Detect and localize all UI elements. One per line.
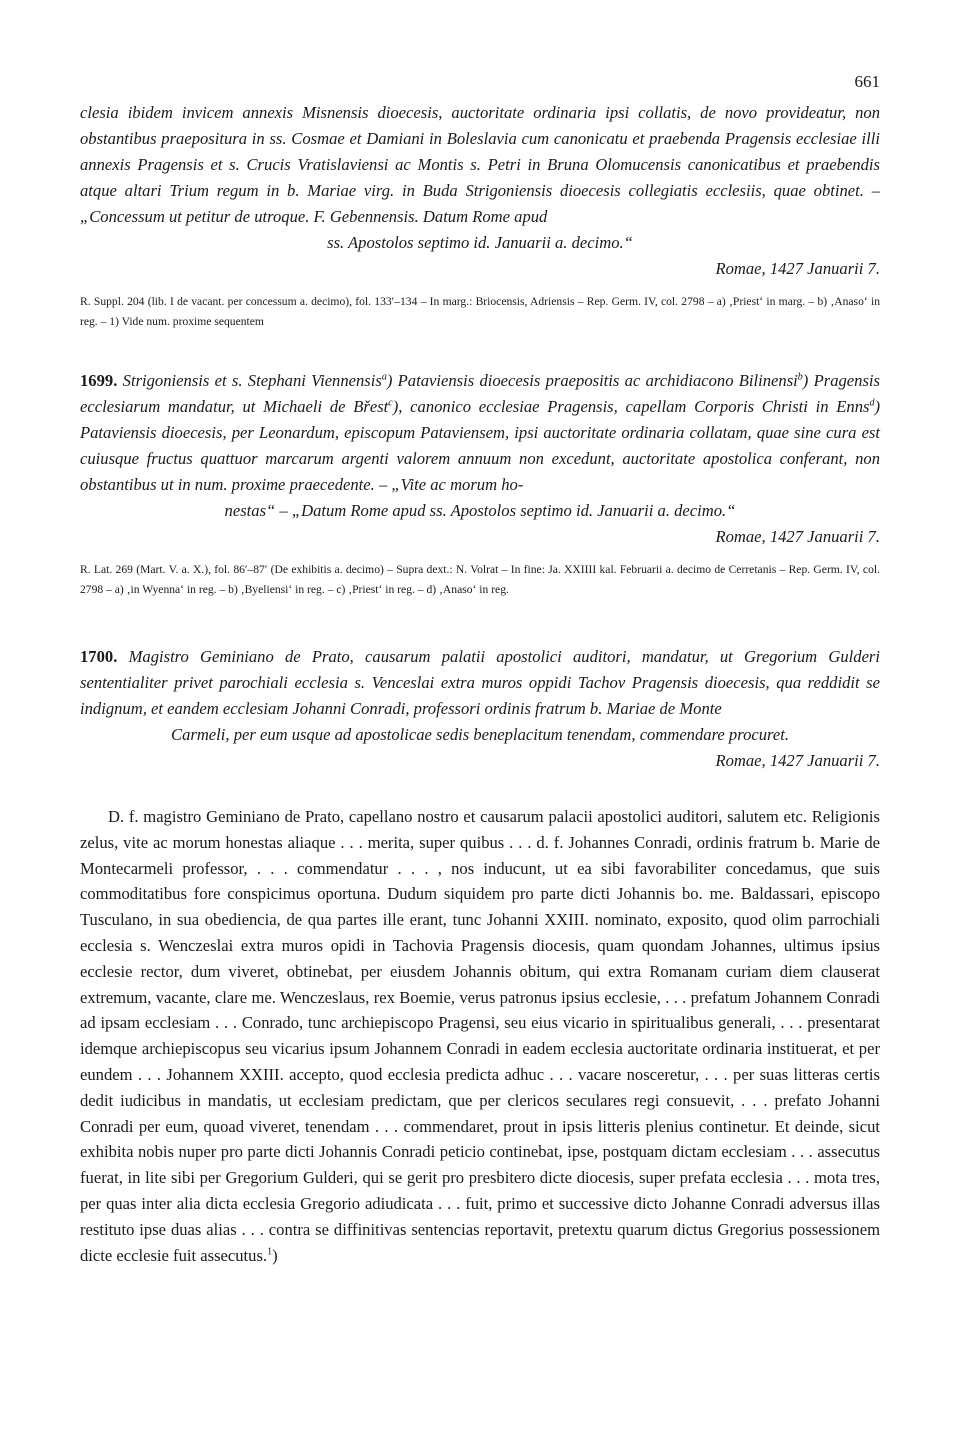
entry-1699-last-line: nestas“ – „Datum Rome apud ss. Apostolos septimo id. Januarii a. decimo.“ [224, 501, 736, 520]
entry-1700-body-end: ) [272, 1245, 278, 1265]
entry-1699 [80, 368, 880, 600]
entry-1700-body-text: D. f. magistro Geminiano de Prato, capellano nostro et causarum palacii apostolici auditori, salutem etc. Religionis zelus, vite ac morum honestas aliaque . . . merita, super quibus . . . d. f. Johannes Conradi, ordinis fratrum b. Marie de Montecarmeli professor, . . . commendatur . . . , nos inducunt, ut ea sibi favorabiliter concedamus, que suis commoditatibus fore conspicimus oportuna. Dudum siquidem pro parte dicti Johannis bo. me. Baldassari, episcopo Tusculano, in sua obediencia, de qua partes ille erant, tunc Johanni XXIII. nominato, exposito, quod olim parrochiali ecclesia s. Wenczeslai extra muros opidi in Tachovia Pragensis diocesis, quam quondam Johannes, ultimus ipsius ecclesie rector, dum viveret, obtinebat, per eiusdem Johannis obitum, qui extra Romanam curiam diem clauserat extremum, vacante, clare me. Wenczeslaus, rex Boemie, verus patronus ipsius ecclesie, . . . prefatum Johannem Conradi ad ipsam ecclesiam . . . Conrado, tunc archiepiscopo Pragensi, seu eius vicario in spiritualibus generali, . . . presentarat idemque archiepiscopus seu vicarius ipsum Johannem Conradi in eadem ecclesia auctoritate ordinaria instituerat, et per eundem . . . Johannem XXIII. accepto, quod ecclesia predicta adhuc . . . vacare nosceretur, . . . per suas litteras certis dedit iudicibus in mandatis, ut ecclesiam predictam, que per clericos seculares regi consuevit, . . . prefato Johanni Conradi per eum, quoad viveret, tenendam . . . commendaret, prout in ipsis litteris plenius continetur. Et deinde, sicut exhibita nobis nuper pro parte dicti Johannis Conradi peticio continebat, ipse, postquam dictam ecclesiam . . . assecutus fuerat, in lite sibi per Gregorium Gulderi, qui se gerit pro presbitero dicte diocesis, super prefata ecclesia . . . mota tres, per quas inter alia dicta ecclesia Gregorio adiudicata . . . fuit, primo et successive dicto Johanne Conradi adversus illas restituto ipse duas alias . . . contra se diffinitivas sentencias reportavit, pretextu quarum dictus Gregorius possessionem dicte ecclesie fuit assecutus. [80, 807, 880, 1265]
prev-entry-place-date: Romae, 1427 Januarii 7. [715, 259, 880, 278]
entry-1700-body [80, 804, 880, 1268]
page-number: 661 [854, 72, 880, 91]
footnote-mark-1: 1 [267, 1246, 273, 1258]
prev-entry-regest: clesia ibidem invicem annexis Misnensis dioecesis, auctoritate ordinaria ipsi collatis, de novo provideatur, non obstantibus praepositura in ss. Cosmae et Damiani in Boleslavia cum canonicatu et praebenda Pragensis ecclesiae illi annexis Pragensis et s. Crucis Vratislaviensi ac Montis s. Petri in Bruna Olomucensis canonicatibus et praebendis atque altari Trium regum in b. Mariae virg. in Buda Strigoniensis dioecesis collegiatis ecclesiis, quae obtinet. – „Concessum ut petitur de utroque. F. Gebennensis. Datum Rome apud [80, 103, 880, 226]
entry-1699-text-3: ) Pragensis ecclesiarum mandatur, ut Michaeli de Břest [80, 371, 880, 416]
footnote-mark-b: b [797, 371, 803, 383]
entry-1699-notes: R. Lat. 269 (Mart. V. a. X.), fol. 86′–87′ (De exhibitis a. decimo) – Supra dext.: N. Volrat – In fine: Ja. XXIIII kal. Februarii a. decimo de Cerretanis – Rep. Germ. IV, col. 2798 – a) ‚in Wyenna‘ in reg. – b) ‚Byeliensi‘ in reg. – c) ‚Priest‘ in reg. – d) ‚Anaso‘ in reg. [80, 563, 880, 596]
entry-1700-number: 1700. [80, 647, 118, 666]
entry-1699-text-2: ) Pataviensis dioecesis praepositis ac archidiacono Bilinensi [386, 371, 798, 390]
footnote-mark-d: d [869, 397, 875, 409]
entry-1699-text-1: Strigoniensis et s. Stephani Viennensis [122, 371, 382, 390]
entry-1699-regest [80, 368, 880, 498]
entry-1700 [80, 644, 880, 1268]
entry-1699-number: 1699. [80, 371, 118, 390]
footnote-mark-c: c [388, 397, 393, 409]
entry-1699-place-date: Romae, 1427 Januarii 7. [715, 527, 880, 546]
entry-1699-text-4: ), canonico ecclesiae Pragensis, capellam Corporis Christi in Enns [392, 397, 870, 416]
prev-entry-last-line: ss. Apostolos septimo id. Januarii a. decimo.“ [327, 233, 633, 252]
entry-1700-regest [80, 644, 880, 722]
entry-1700-text: Magistro Geminiano de Prato, causarum palatii apostolici auditori, mandatur, ut Gregorium Gulderi sententialiter privet parochiali ecclesia s. Venceslai extra muros oppidi Tachov Pragensis dioecesis, qua reddidit se indignum, et eandem ecclesiam Johanni Conradi, professori ordinis fratrum b. Mariae de Monte [80, 647, 881, 718]
previous-entry-continuation [80, 100, 880, 332]
entry-1699-text-5: ) Pataviensis dioecesis, per Leonardum, episcopum Pataviensem, ipsi auctoritate ordinaria collatam, quae sine cura est cuiusque fructus quattuor marcarum argenti valorem annuum non excedunt, auctoritate apostolica conferant, non obstantibus ut in num. proxime praecedente. – „Vite ac morum ho- [80, 397, 880, 494]
footnote-mark-a: a [381, 371, 387, 383]
entry-1700-place-date: Romae, 1427 Januarii 7. [715, 751, 880, 770]
entry-1700-last-line: Carmeli, per eum usque ad apostolicae sedis beneplacitum tenendam, commendare procuret. [171, 725, 789, 744]
document-page [80, 72, 880, 1268]
prev-entry-notes: R. Suppl. 204 (lib. I de vacant. per concessum a. decimo), fol. 133′–134 – In marg.: Briocensis, Adriensis – Rep. Germ. IV, col. 2798 – a) ‚Priest‘ in marg. – b) ‚Anaso‘ in reg. – 1) Vide num. proxime sequentem [80, 295, 880, 328]
